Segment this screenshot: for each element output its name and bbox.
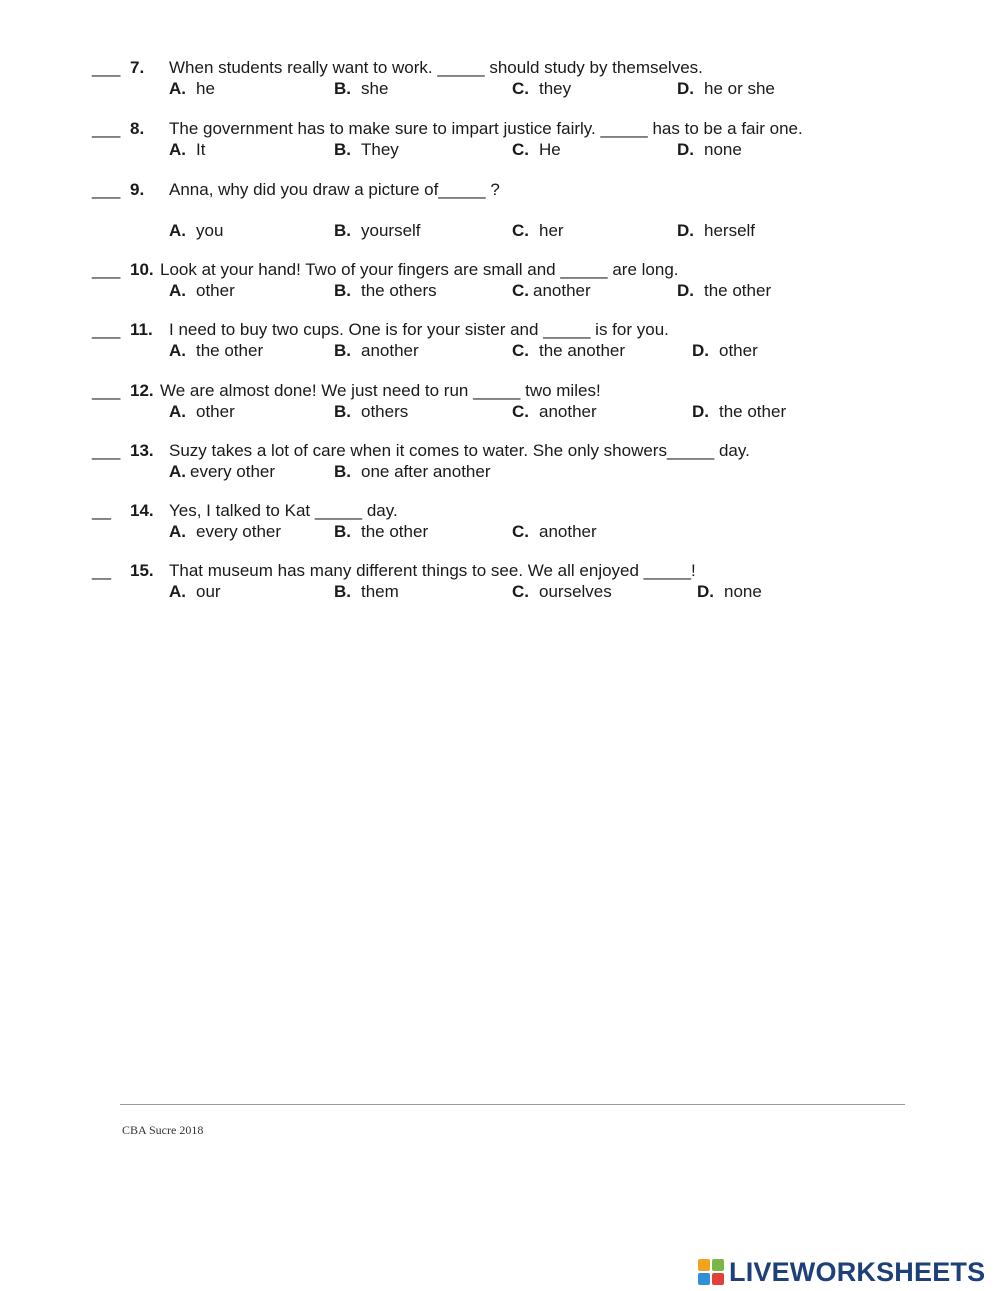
option-b[interactable]: B. them [334, 582, 399, 601]
option-b[interactable]: B. They [334, 140, 399, 159]
question-stem: Yes, I talked to Kat _____ day. [169, 501, 398, 520]
option-b[interactable]: B. others [334, 402, 409, 421]
option-a[interactable]: A. our [169, 582, 221, 601]
option-c[interactable]: C. another [512, 281, 591, 300]
option-a[interactable]: A. he [169, 79, 215, 98]
option-a[interactable]: A. you [169, 221, 224, 240]
option-b[interactable]: B. the other [334, 522, 429, 541]
option-b[interactable]: B. another [334, 341, 419, 360]
option-a[interactable]: A. the other [169, 341, 264, 360]
option-b[interactable]: B. she [334, 79, 389, 98]
question-12 [0, 381, 1000, 425]
question-stem: Suzy takes a lot of care when it comes to water. She only showers_____ day. [169, 441, 750, 460]
logo-text: LIVEWORKSHEETS [729, 1256, 986, 1287]
option-a[interactable]: A. other [169, 281, 235, 300]
question-15 [0, 561, 1000, 605]
question-number: 13. [130, 441, 154, 460]
question-11 [0, 320, 1000, 364]
option-a[interactable]: A. every other [169, 462, 276, 481]
option-d[interactable]: D. herself [677, 221, 756, 240]
answer-blank[interactable]: ___ [92, 119, 121, 138]
question-stem: Look at your hand! Two of your fingers are small and _____ are long. [160, 260, 679, 279]
answer-blank[interactable]: ___ [92, 58, 121, 77]
question-stem: We are almost done! We just need to run _____ two miles! [160, 381, 601, 400]
question-9 [0, 180, 1000, 244]
question-stem: I need to buy two cups. One is for your sister and _____ is for you. [169, 320, 669, 339]
question-7 [0, 58, 1000, 102]
question-8 [0, 119, 1000, 163]
answer-blank[interactable]: ___ [92, 320, 121, 339]
answer-blank[interactable]: ___ [92, 260, 121, 279]
question-number: 14. [130, 501, 154, 520]
answer-blank[interactable]: __ [92, 501, 111, 520]
option-b[interactable]: B. the others [334, 281, 437, 300]
question-10 [0, 260, 1000, 304]
answer-blank[interactable]: __ [92, 561, 111, 580]
option-a[interactable]: A. every other [169, 522, 282, 541]
footer-divider [120, 1104, 905, 1105]
question-number: 12. [130, 381, 154, 400]
question-number: 15. [130, 561, 154, 580]
option-c[interactable]: C. ourselves [512, 582, 612, 601]
option-d[interactable]: D. the other [692, 402, 787, 421]
option-b[interactable]: B. one after another [334, 462, 491, 481]
option-c[interactable]: C. He [512, 140, 561, 159]
question-number: 7. [130, 58, 145, 77]
option-b[interactable]: B. yourself [334, 221, 421, 240]
question-stem: That museum has many different things to see. We all enjoyed _____! [169, 561, 696, 580]
question-number: 11. [130, 320, 153, 339]
option-c[interactable]: C. her [512, 221, 564, 240]
option-c[interactable]: C. the another [512, 341, 626, 360]
option-d[interactable]: D. other [692, 341, 758, 360]
option-d[interactable]: D. none [697, 582, 762, 601]
option-d[interactable]: D. the other [677, 281, 772, 300]
question-number: 10. [130, 260, 154, 279]
answer-blank[interactable]: ___ [92, 381, 121, 400]
option-c[interactable]: C. they [512, 79, 572, 98]
footer-text: CBA Sucre 2018 [122, 1123, 204, 1137]
question-13 [0, 441, 1000, 485]
question-14 [0, 501, 1000, 545]
option-a[interactable]: A. It [169, 140, 206, 159]
question-number: 8. [130, 119, 145, 138]
option-d[interactable]: D. none [677, 140, 742, 159]
liveworksheets-logo [698, 1257, 985, 1287]
question-number: 9. [130, 180, 145, 199]
answer-blank[interactable]: ___ [92, 180, 121, 199]
option-c[interactable]: C. another [512, 402, 597, 421]
answer-blank[interactable]: ___ [92, 441, 121, 460]
question-stem: Anna, why did you draw a picture of_____ ? [169, 180, 500, 199]
option-d[interactable]: D. he or she [677, 79, 775, 98]
option-a[interactable]: A. other [169, 402, 235, 421]
question-stem: When students really want to work. _____ should study by themselves. [169, 58, 703, 77]
option-c[interactable]: C. another [512, 522, 597, 541]
question-stem: The government has to make sure to impart justice fairly. _____ has to be a fair one. [169, 119, 803, 138]
logo-icon [698, 1259, 724, 1285]
